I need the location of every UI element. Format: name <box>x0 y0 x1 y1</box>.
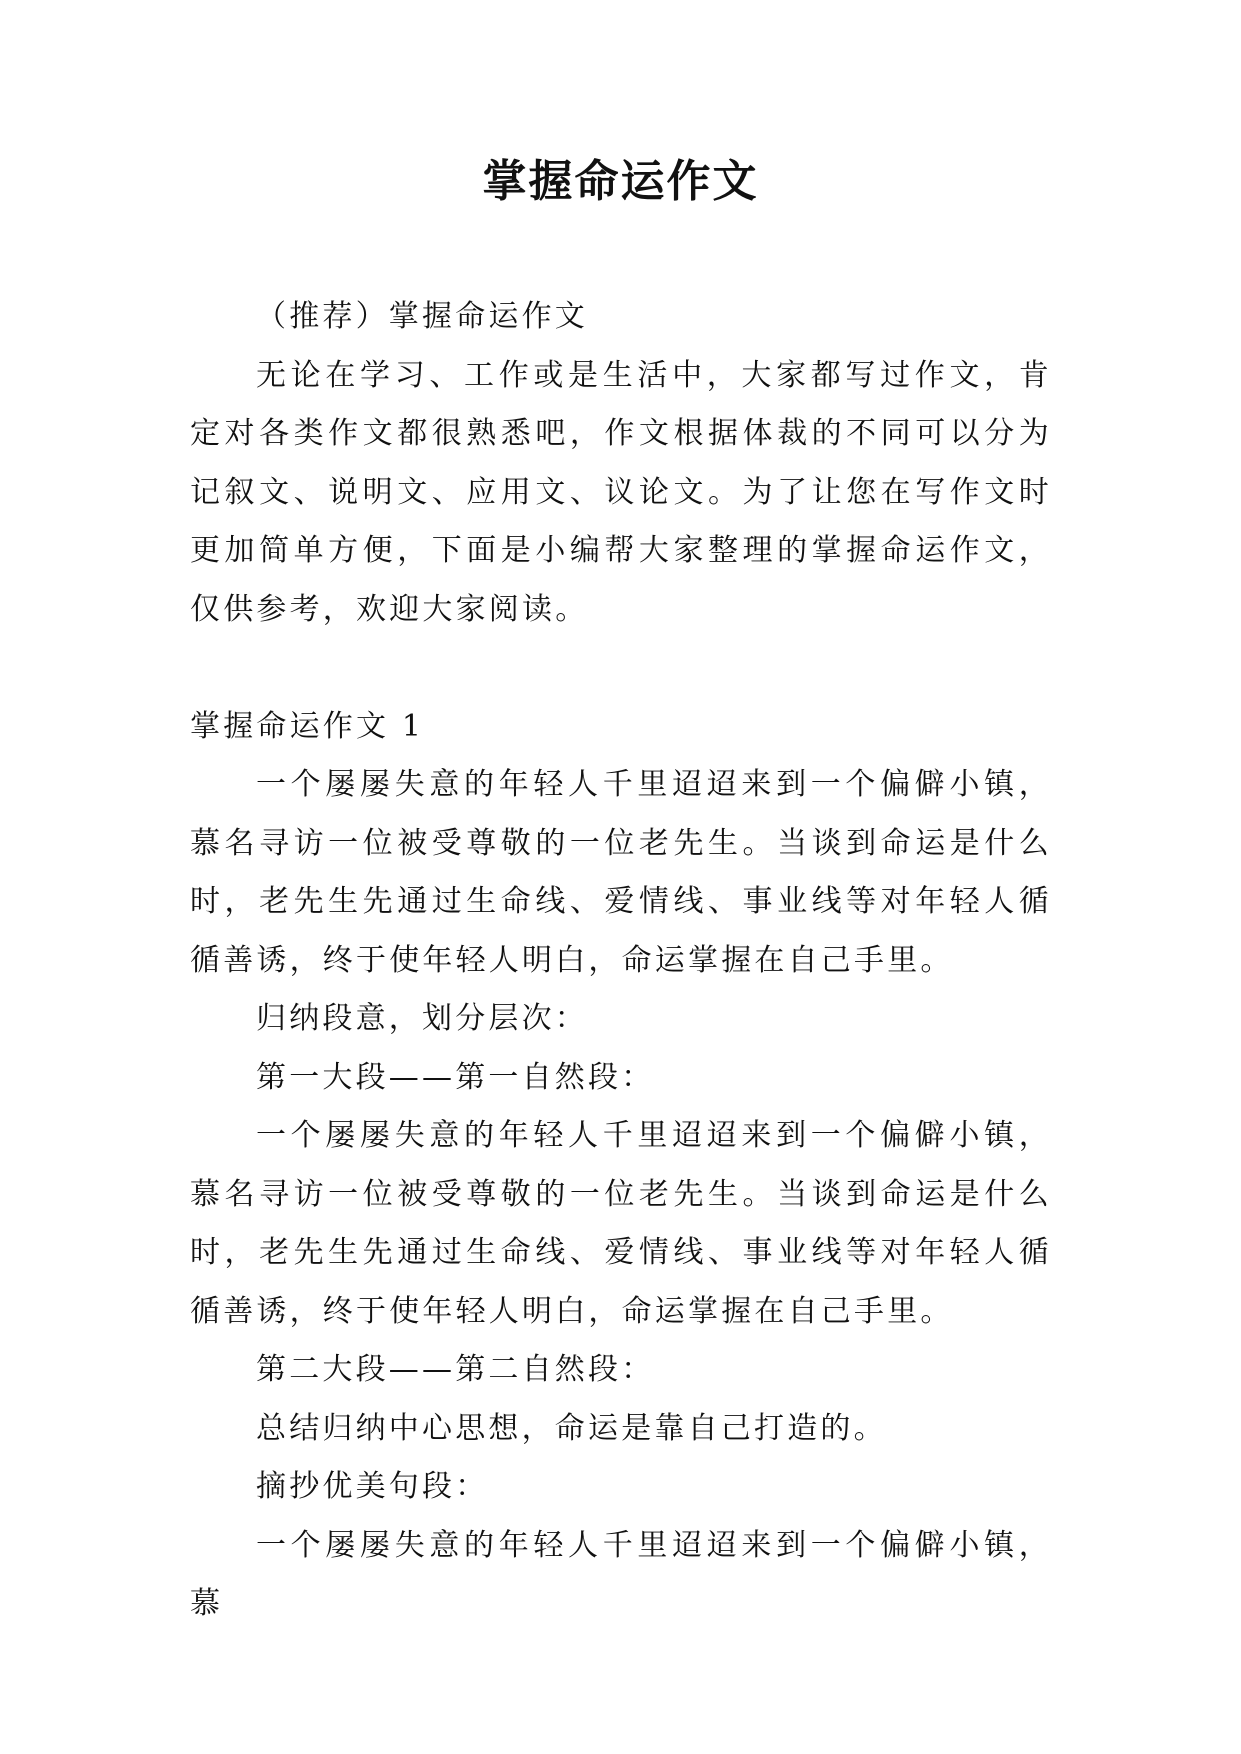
body-paragraph: 第二大段——第二自然段： <box>256 1352 655 1387</box>
body-paragraph: 摘抄优美句段： <box>256 1469 489 1504</box>
intro-paragraph: 无论在学习、工作或是生活中，大家都写过作文，肯定对各类作文都很熟悉吧，作文根据体裁的不同可以分为记叙文、说明文、应用文、议论文。为了让您在写作文时更加简单方便，下面是小编帮大家整理的掌握命运作文，仅供参考，欢迎大家阅读。 <box>190 357 1052 627</box>
body-paragraph: 一个屡屡失意的年轻人千里迢迢来到一个偏僻小镇，慕名寻访一位被受尊敬的一位老先生。当谈到命运是什么时，老先生先通过生命线、爱情线、事业线等对年轻人循循善诱，终于使年轻人明白，命运掌握在自己手里。 <box>190 767 1052 978</box>
body-paragraph: 总结归纳中心思想，命运是靠自己打造的。 <box>256 1410 887 1446</box>
body-paragraph: 第一大段——第一自然段： <box>256 1059 655 1095</box>
paragraph-spacer <box>190 639 1052 698</box>
body-paragraph: 一个屡屡失意的年轻人千里迢迢来到一个偏僻小镇，慕 <box>190 1527 1052 1621</box>
intro-heading: （推荐）掌握命运作文 <box>256 299 588 334</box>
document-body <box>190 288 1052 1634</box>
body-paragraph: 一个屡屡失意的年轻人千里迢迢来到一个偏僻小镇，慕名寻访一位被受尊敬的一位老先生。当谈到命运是什么时，老先生先通过生命线、爱情线、事业线等对年轻人循循善诱，终于使年轻人明白，命运掌握在自己手里。 <box>190 1118 1052 1329</box>
section-heading: 掌握命运作文 1 <box>190 708 425 744</box>
body-paragraph: 归纳段意，划分层次： <box>256 1001 588 1036</box>
document-title: 掌握命运作文 <box>482 156 759 207</box>
